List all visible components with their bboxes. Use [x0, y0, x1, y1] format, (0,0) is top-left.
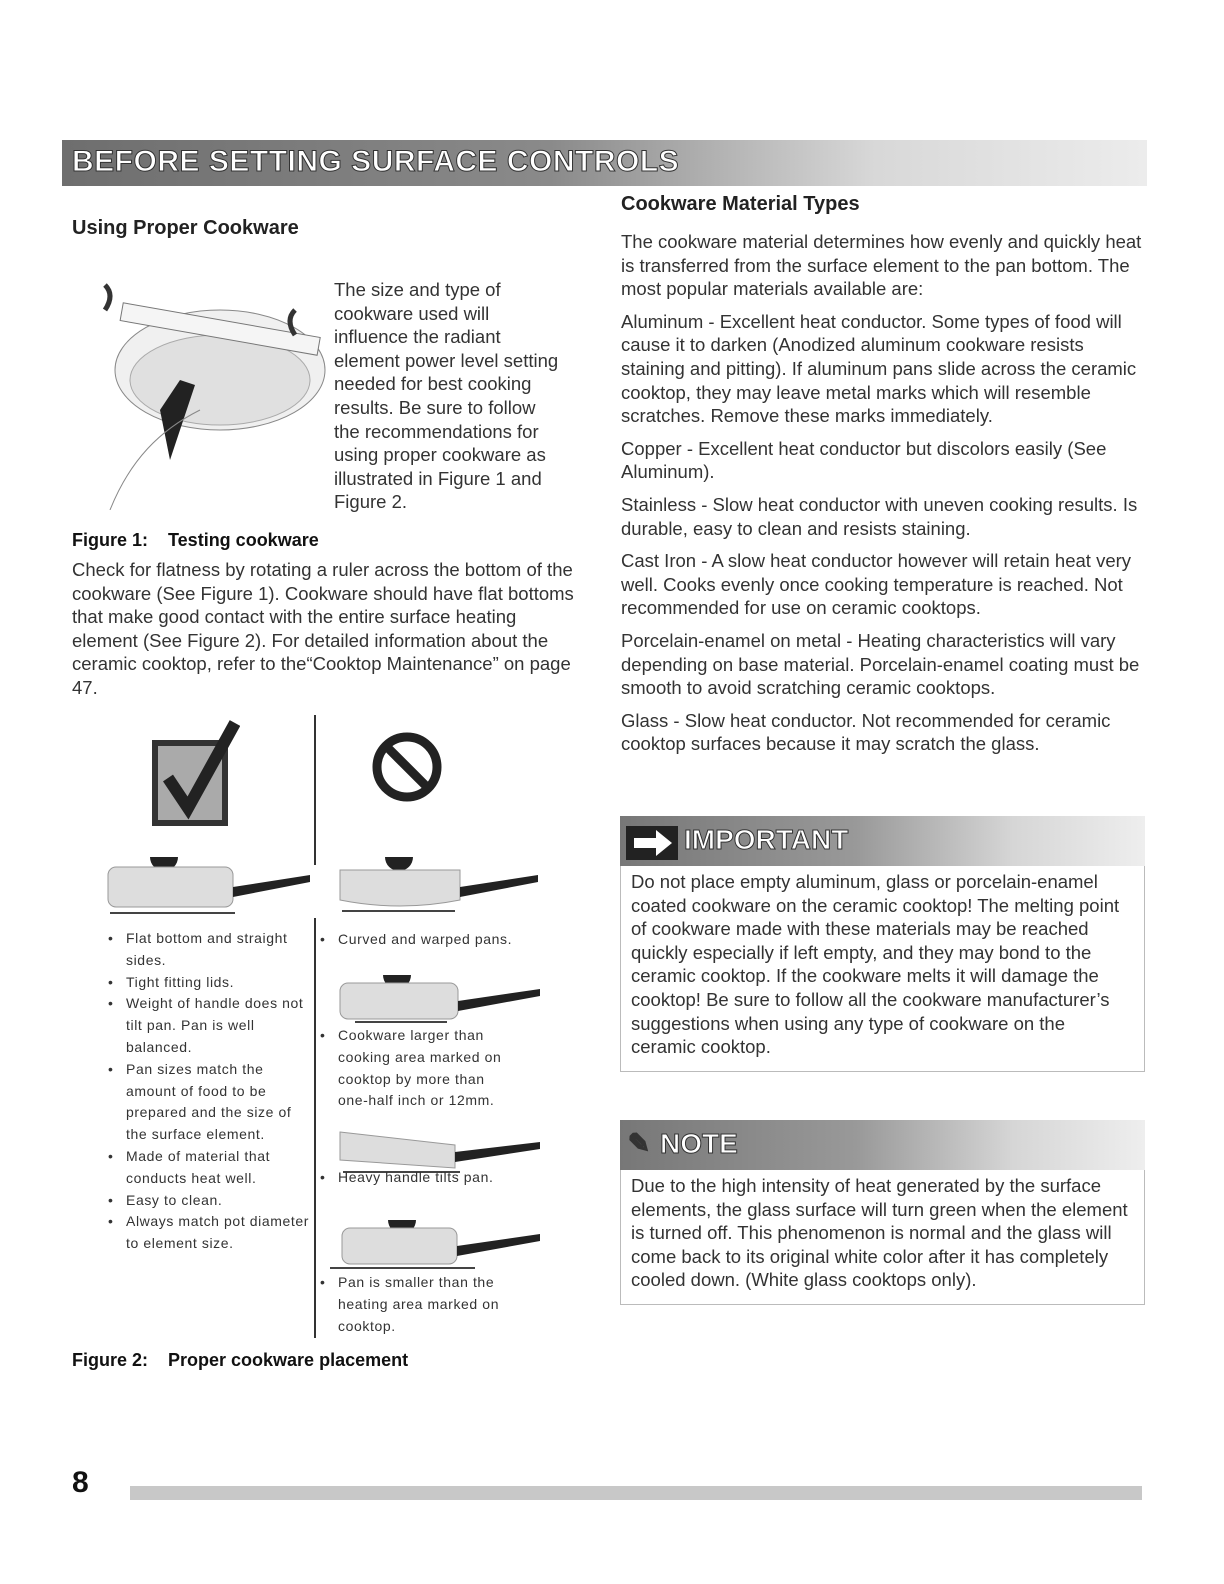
arrow-right-icon	[626, 826, 678, 860]
list-item: • Heavy handle tilts pan.	[318, 1167, 533, 1189]
list-item: • Curved and warped pans.	[318, 929, 533, 951]
checkmark-icon	[150, 718, 240, 833]
bad-cookware-list-4	[318, 1272, 518, 1337]
list-item: • Always match pot diameter to element size.	[106, 1211, 311, 1255]
flatness-text: Check for flatness by rotating a ruler across the bottom of the cookware (See Figure 1). Cookware should have flat bottoms that make good contact with the entire surface heating element (See Figure 2). For detailed information about the ceramic cooktop, refer to the“Cooktop Maintenance” on page 47.	[72, 559, 574, 698]
footer-bar	[130, 1486, 1142, 1500]
pan-illustration-good	[100, 855, 315, 915]
material-types-text: The cookware material determines how evenly and quickly heat is transferred from the surface element to the pan bottom. The most popular materials available are: Aluminum - Excellent heat conductor. Some types of food will cause it to darken (Anodized aluminum cookware resists staining and pitting). If aluminum pans slide across the ceramic cooktop, they may leave metal marks which will resemble scratches. Remove these marks immediately. Copper - Excellent heat conductor but discolors easily (See Aluminum). Stainless - Slow heat conductor with uneven cooking results. Is durable, easy to clean and resists staining. Cast Iron - A slow heat conductor however will retain heat very well. Cooks evenly once cooking temperature is reached. Not recommended for use on ceramic cooktops. Porcelain-enamel on metal - Heating characteristics will vary depending on base material. Porcelain-enamel coating must be smooth to avoid scratching ceramic cooktops. Glass - Slow heat conductor. Not recommended for ceramic cooktop surfaces because it may scratch the glass.	[621, 231, 1142, 755]
list-item: • Tight fitting lids.	[106, 972, 311, 994]
intro-text: The size and type of cookware used will influence the radiant element power level setting needed for best cooking results. Be sure to follow the recommendations for using proper cookware as illustrated in Figure 1 and Figure 2.	[334, 279, 559, 513]
pan-illustration-larger	[335, 975, 545, 1025]
list-item: • Flat bottom and straight sides.	[106, 928, 311, 972]
bad-cookware-list-2	[318, 1025, 518, 1112]
page-number: 8	[72, 1466, 89, 1499]
divider	[314, 715, 316, 865]
rotate-arrow-icon	[105, 285, 110, 310]
important-box: IMPORTANT Do not place empty aluminum, glass or porcelain-enamel coated cookware on the ceramic cooktop! The melting point of cookware made with these materials may be reached quickly especially if left empty, and they may bond to the ceramic cooktop. If the cookware melts it will damage the cooktop! Be sure to follow all the cookware manufacturer’s suggestions when using any type of cookware on the ceramic cooktop.	[620, 816, 1145, 1072]
divider	[314, 918, 316, 1338]
figure1-caption: Figure 1: Testing cookware	[72, 530, 319, 550]
pan-illustration-warped	[330, 855, 545, 915]
section-banner	[62, 140, 1147, 186]
heading-using-proper-cookware: Using Proper Cookware	[72, 217, 299, 239]
list-item: • Cookware larger than cooking area marked on cooktop by more than one-half inch or 12mm.	[318, 1025, 518, 1112]
list-item: • Weight of handle does not tilt pan. Pan is well balanced.	[106, 993, 311, 1058]
bad-cookware-list-1	[318, 929, 533, 951]
bad-cookware-list-3	[318, 1167, 533, 1189]
figure2-caption: Figure 2: Proper cookware placement	[72, 1350, 409, 1370]
pencil-icon: ✎	[628, 1128, 650, 1158]
section-title: BEFORE SETTING SURFACE CONTROLS	[72, 145, 680, 178]
prohibited-icon	[370, 730, 445, 805]
pan-illustration-smaller	[330, 1220, 545, 1270]
list-item: • Easy to clean.	[106, 1190, 311, 1212]
list-item: • Pan sizes match the amount of food to be prepared and the size of the surface element.	[106, 1059, 311, 1146]
list-item: • Pan is smaller than the heating area marked on cooktop.	[318, 1272, 518, 1337]
rotate-arrow-icon	[290, 310, 295, 335]
note-box: ✎ NOTE Due to the high intensity of heat generated by the surface elements, the glass surface will turn green when the element is turned off. This phenomenon is normal and the glass will come back to its original white color after it has completely cooled down. (White glass cooktops only).	[620, 1120, 1145, 1305]
important-text: Do not place empty aluminum, glass or porcelain-enamel coated cookware on the ceramic cooktop! The melting point of cookware made with these materials may be reached quickly especially if left empty, and they may bond to the ceramic cooktop. If the cookware melts it will damage the cooktop! Be sure to follow all the cookware manufacturer’s suggestions when using any type of cookware on the ceramic cooktop.	[631, 871, 1120, 1058]
note-text: Due to the high intensity of heat generated by the surface elements, the glass surface will turn green when the element is turned off. This phenomenon is normal and the glass will come back to its original white color after it has completely cooled down. (White glass cooktops only).	[631, 1175, 1128, 1291]
good-cookware-list	[106, 928, 311, 1255]
list-item: • Made of material that conducts heat well.	[106, 1146, 311, 1190]
testing-cookware-illustration	[100, 280, 330, 510]
heading-material-types: Cookware Material Types	[621, 193, 860, 215]
